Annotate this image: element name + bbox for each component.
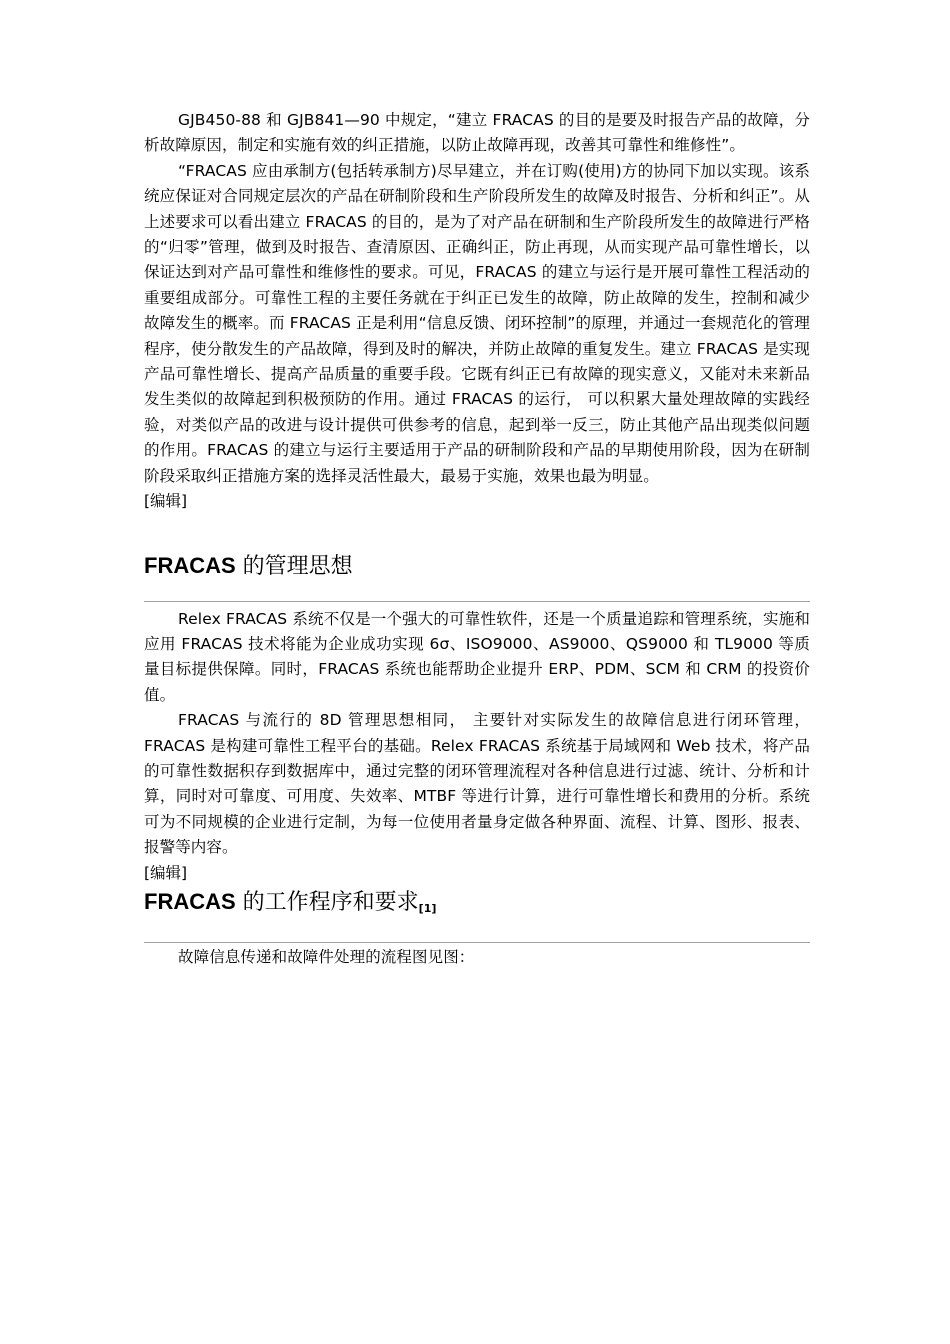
management-paragraph-2: FRACAS 与流行的 8D 管理思想相同， 主要针对实际发生的故障信息进行闭环管理，FRACAS 是构建可靠性工程平台的基础。Relex FRACAS 系统基于局域网和 Web 技术，将产品的可靠性数据积存到数据库中，通过完整的闭环管理流程对各种信息进行过滤、统计、分析和计算，同时对可靠度、可用度、失效率、MTBF 等进行计算，进行可靠性增长和费用的分析。系统可为不同规模的企业进行定制，为每一位使用者量身定做各种界面、流程、计算、图形、报表、报警等内容。 bbox=[144, 711, 810, 857]
section-heading-text: 的管理思想 bbox=[235, 553, 353, 579]
edit-link-intro[interactable]: [编辑] bbox=[144, 492, 188, 511]
procedure-paragraph-1: 故障信息传递和故障件处理的流程图见图： bbox=[178, 947, 475, 966]
reference-link[interactable]: [1] bbox=[418, 901, 437, 915]
edit-link-management[interactable]: [编辑] bbox=[144, 863, 188, 882]
intro-paragraph-2: “FRACAS 应由承制方(包括转承制方)尽早建立，并在订购(使用)方的协同下加以实现。该系统应保证对合同规定层次的产品在研制阶段和生产阶段所发生的故障及时报告、分析和纠正”。从上述要求可以看出建立 FRACAS 的目的，是为了对产品在研制和生产阶段所发生的故障进行严格的“归零”管理，做到及时报告、查清原因、正确纠正，防止再现，从而实现产品可靠性增长，以保证达到对产品可靠性和维修性的要求。可见，FRACAS 的建立与运行是开展可靠性工程活动的重要组成部分。可靠性工程的主要任务就在于纠正已发生的故障，防止故障的发生，控制和减少故障发生的概率。而 FRACAS 正是利用“信息反馈、闭环控制”的原理，并通过一套规范化的管理程序，使分散发生的产品故障，得到及时的解决，并防止故障的重复发生。建立 FRACAS 是实现产品可靠性增长、提高产品质量的重要手段。它既有纠正已有故障的现实意义，又能对未来新品发生类似的故障起到积极预防的作用。通过 FRACAS 的运行， 可以积累大量处理故障的实践经验，对类似产品的改进与设计提供可供参考的信息，起到举一反三，防止其他产品出现类似问题的作用。FRACAS 的建立与运行主要适用于产品的研制阶段和产品的早期使用阶段，因为在研制阶段采取纠正措施方案的选择灵活性最大，最易于实施，效果也最为明显。 bbox=[144, 161, 810, 485]
section-heading-procedure bbox=[144, 887, 810, 924]
section-heading-keyword: FRACAS bbox=[144, 888, 236, 914]
document-page bbox=[144, 108, 810, 970]
section-heading-text: 的工作程序和要求 bbox=[235, 889, 419, 915]
section-heading-management bbox=[144, 551, 810, 582]
section-divider bbox=[144, 942, 810, 943]
management-paragraph-1: Relex FRACAS 系统不仅是一个强大的可靠性软件，还是一个质量追踪和管理系统，实施和应用 FRACAS 技术将能为企业成功实现 6σ、ISO9000、AS9000、QS9000 和 TL9000 等质量目标提供保障。同时，FRACAS 系统也能帮助企业提升 ERP、PDM、SCM 和 CRM 的投资价值。 bbox=[144, 609, 810, 704]
section-heading-keyword: FRACAS bbox=[144, 552, 236, 578]
intro-paragraph-1: GJB450-88 和 GJB841—90 中规定，“建立 FRACAS 的目的是要及时报告产品的故障，分析故障原因，制定和实施有效的纠正措施，以防止故障再现，改善其可靠性和维修性”。 bbox=[144, 111, 810, 155]
section-divider bbox=[144, 601, 810, 602]
